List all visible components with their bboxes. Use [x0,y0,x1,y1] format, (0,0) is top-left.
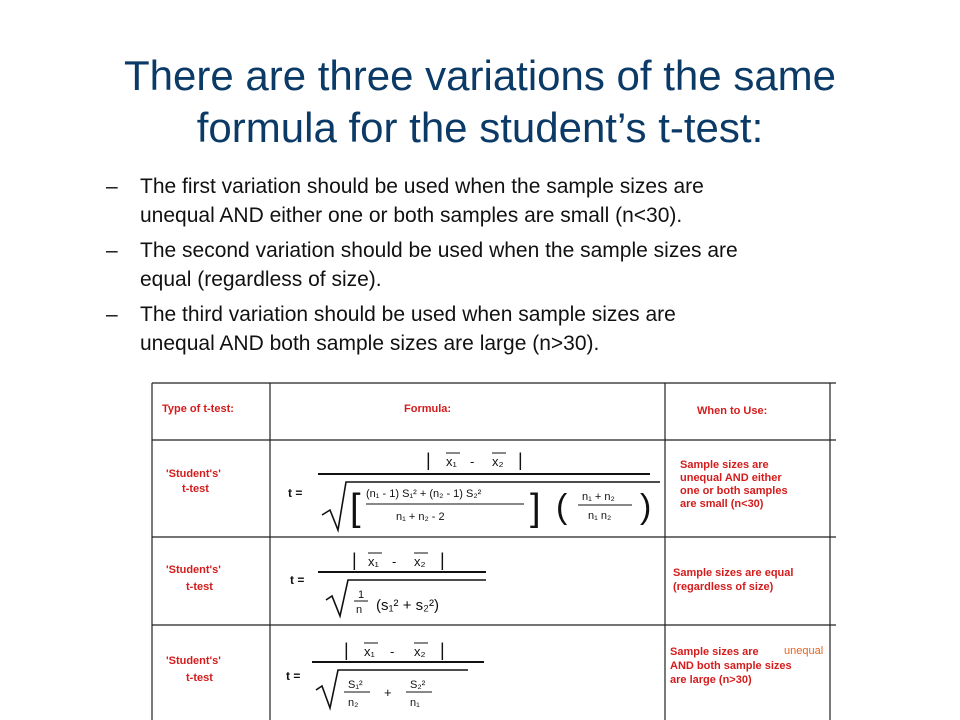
abs-bar: | [518,450,523,470]
bullet-text-line: unequal AND both sample sizes are large (n>30). [140,332,600,355]
minus-sign: - [390,644,395,659]
row2-when-line2: (regardless of size) [673,581,774,593]
bullet-text-line: equal (regardless of size). [140,268,382,291]
abs-bar: | [440,640,445,660]
title-line-2: formula for the student’s t-test: [196,104,764,151]
abs-bar: | [440,550,445,570]
row2-when-line1: Sample sizes are equal [673,567,794,579]
formula-1 [288,450,660,530]
pooled-denominator: n₁ + n₂ - 2 [396,511,445,523]
title-line-1: There are three variations of the same [123,52,837,99]
one-numerator: 1 [358,589,365,601]
bullet-dash: – [106,175,118,198]
factor-denominator: n₁ n₂ [588,510,612,522]
row3-type-line2: t-test [186,672,213,684]
x2-bar: x₂ [414,644,426,659]
row1-when-line1: Sample sizes are [680,459,769,471]
factor-numerator: n₁ + n₂ [582,491,615,503]
handwritten-annotation: unequal [784,645,824,657]
bullet-dash: – [106,239,118,262]
row1-type-line1: 'Student's' [166,468,221,480]
row3-when-line1: Sample sizes are [670,646,759,658]
n1-denominator: n₁ [410,697,420,709]
formula-2 [290,550,486,616]
bullet-text-line: The third variation should be used when sample sizes are [140,303,676,326]
minus-sign: - [470,454,475,469]
n2-denominator: n₂ [348,697,359,709]
abs-bar: | [426,450,431,470]
header-when: When to Use: [697,405,768,417]
s1-squared: S₁² [348,679,363,691]
row2-type-line2: t-test [186,581,213,593]
row1-when-line4: are small (n<30) [680,498,764,510]
row1-when-line2: unequal AND either [680,472,782,484]
t-equals: t = [290,573,305,587]
paren-right: ) [640,488,652,526]
bracket-left: [ [350,487,361,529]
row1-type-line2: t-test [182,483,209,495]
header-formula: Formula: [404,403,452,415]
x2-bar: x₂ [414,554,426,569]
pooled-numerator: (n₁ - 1) S₁² + (n₂ - 1) S₂² [366,488,482,500]
bullet-dash: – [106,303,118,326]
sqrt-icon [316,670,468,708]
row3-when-line3: are large (n>30) [670,674,752,686]
header-type: Type of t-test: [162,403,234,415]
abs-bar: | [344,640,349,660]
x1-bar: x₁ [368,554,379,569]
row2-type-line1: 'Student's' [166,564,221,576]
x1-bar: x₁ [364,644,375,659]
plus-sign: + [384,685,392,700]
t-equals: t = [288,486,303,500]
t-equals: t = [286,669,301,683]
bullet-text-line: The first variation should be used when the sample sizes are [140,175,704,198]
bullet-text-line: The second variation should be used when the sample sizes are [140,239,738,262]
variance-sum: (s₁² + s₂²) [376,597,439,614]
abs-bar: | [352,550,357,570]
s2-squared: S₂² [410,679,426,691]
x1-bar: x₁ [446,454,457,469]
minus-sign: - [392,554,397,569]
x2-bar: x₂ [492,454,504,469]
row1-when-line3: one or both samples [680,485,788,497]
row3-type-line1: 'Student's' [166,655,221,667]
row3-when-line2: AND both sample sizes [670,660,792,672]
n-denominator: n [356,604,363,616]
formula-3 [286,640,484,709]
bullet-text-line: unequal AND either one or both samples are small (n<30). [140,204,683,227]
bracket-right: ] [530,487,541,529]
paren-left: ( [556,488,568,526]
